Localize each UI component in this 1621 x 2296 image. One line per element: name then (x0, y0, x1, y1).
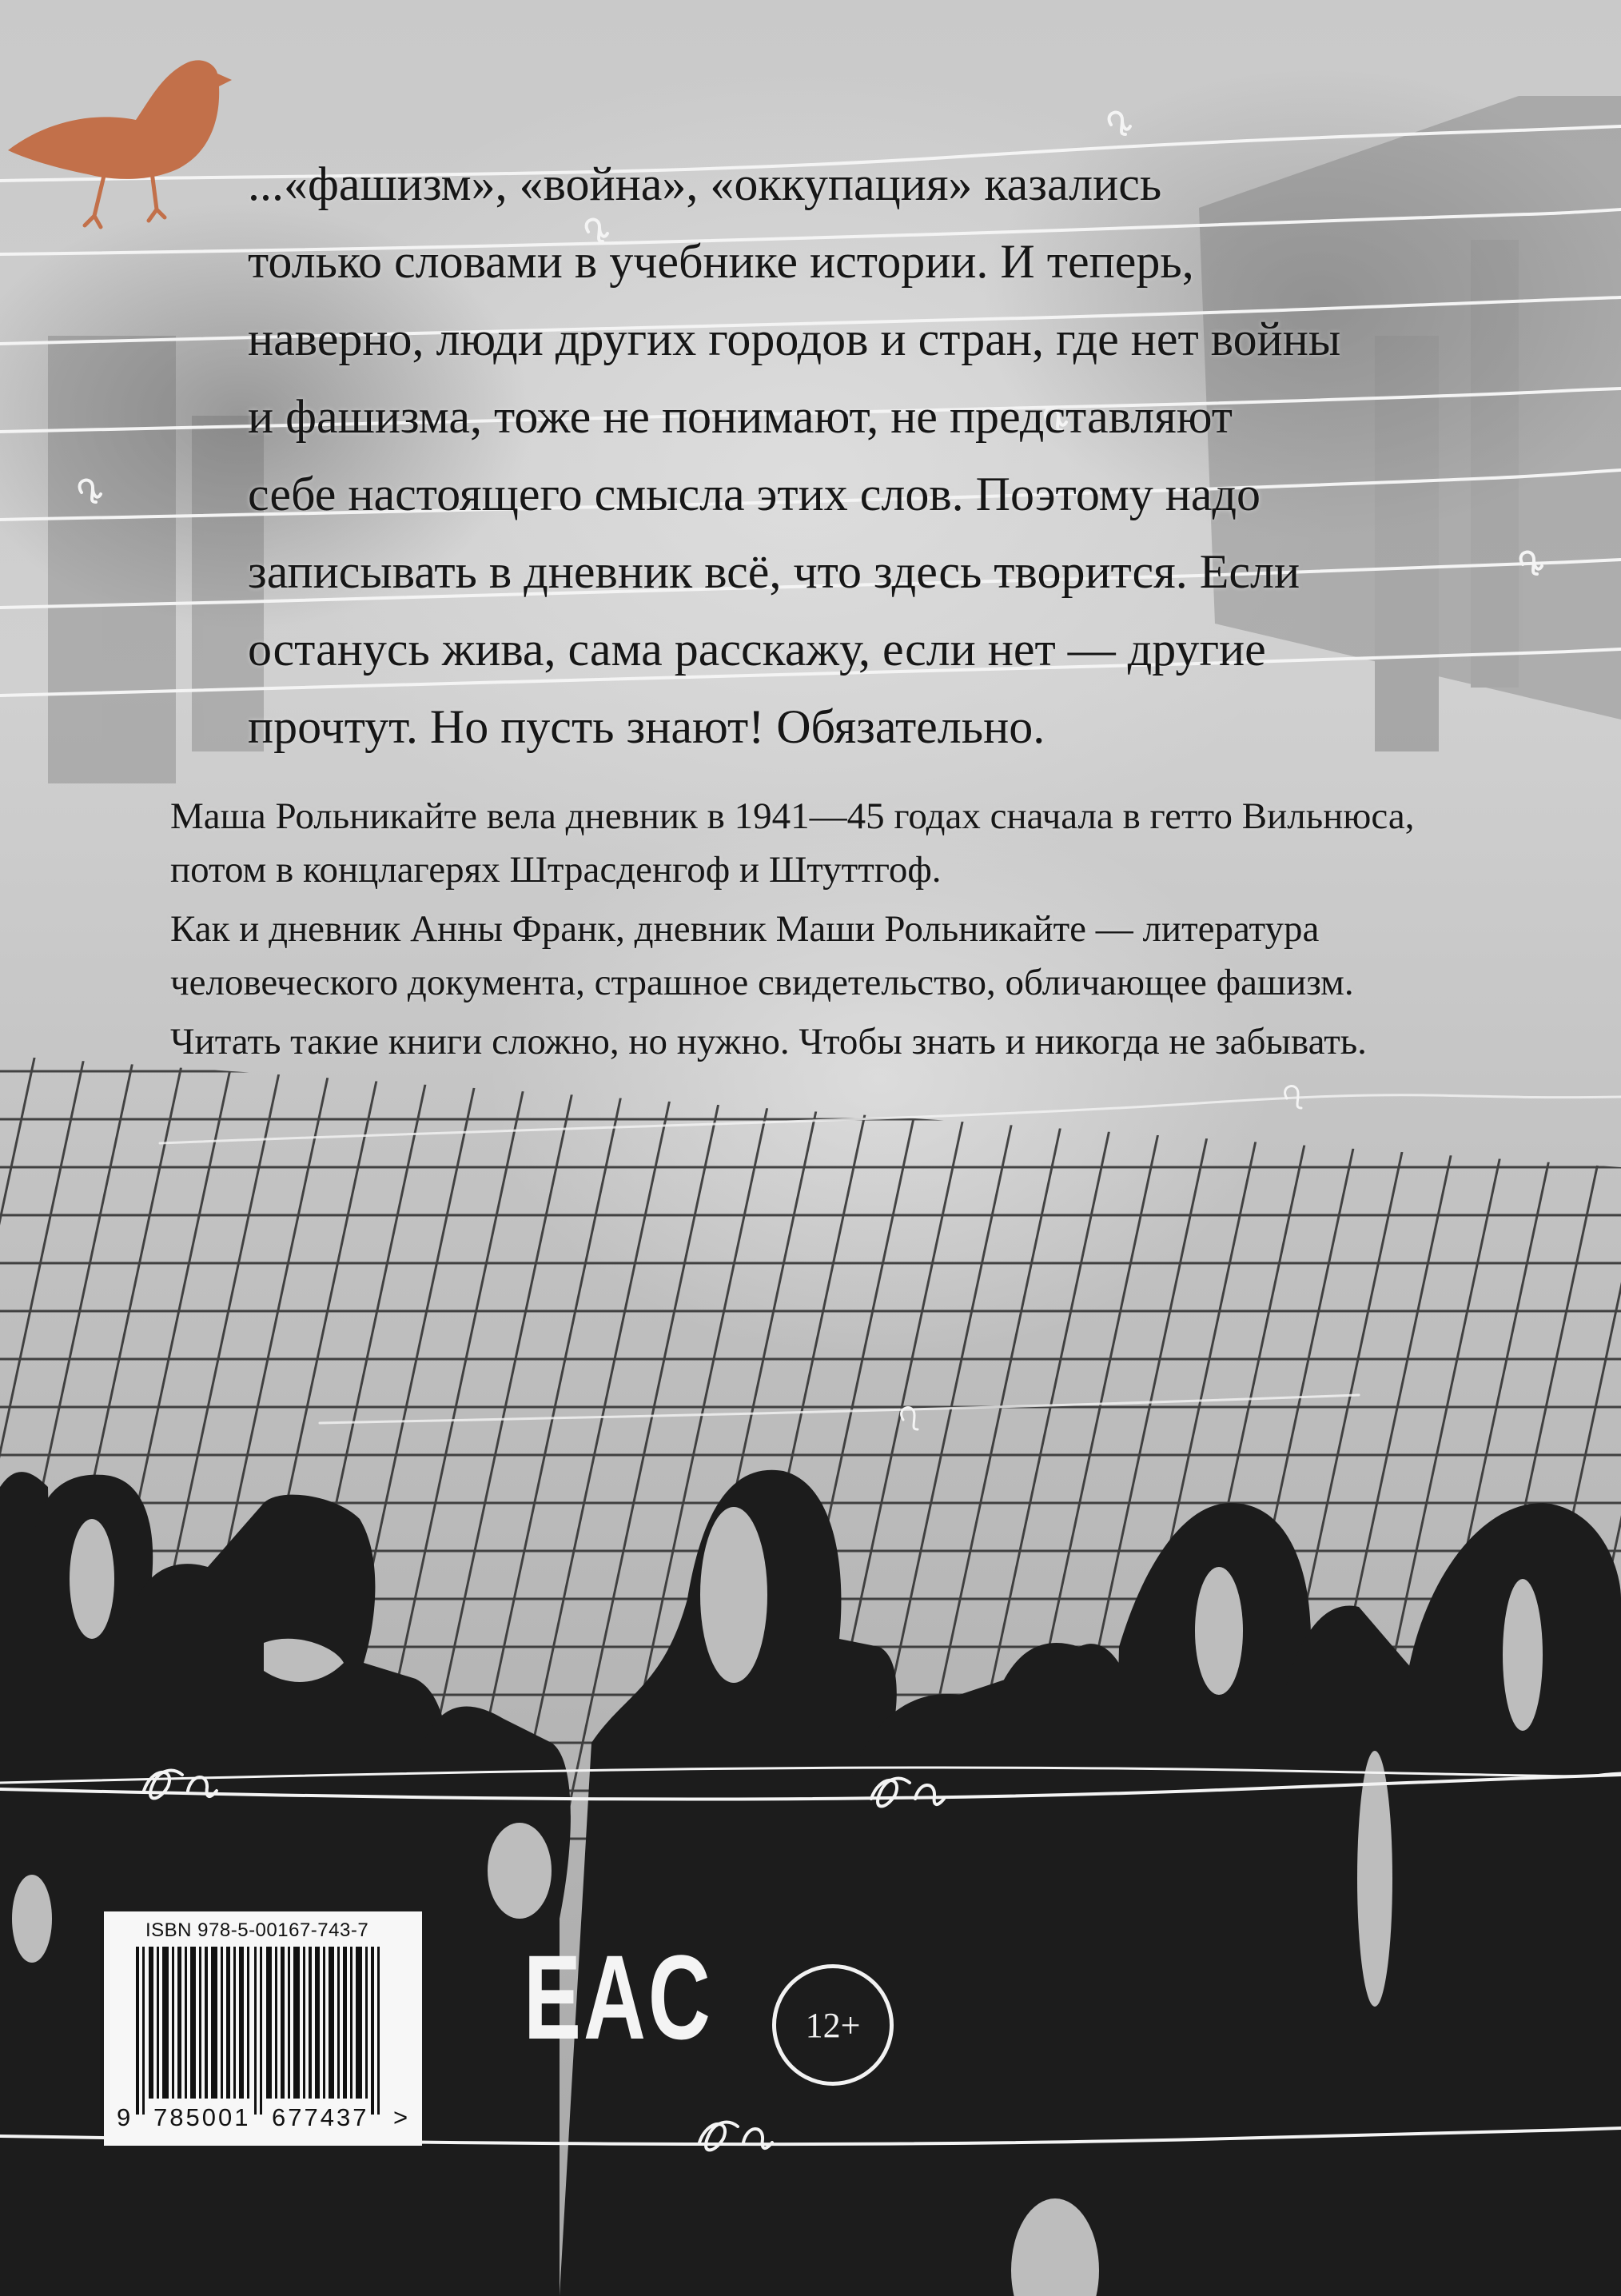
quote-line: только словами в учебнике истории. И теперь, (248, 235, 1194, 288)
diary-quote (248, 145, 1499, 766)
quote-line: останусь жива, сама расскажу, если нет — другие (248, 623, 1266, 676)
eac-certification-mark: EAC (524, 1930, 713, 2064)
quote-line: наверно, люди других городов и стран, где нет войны (248, 313, 1341, 365)
quote-line: и фашизма, тоже не понимают, не представляют (248, 390, 1233, 443)
description-paragraph-2: Как и дневник Анны Франк, дневник Маши Рольникайте — литература человеческого документа, страшное свидетельство, обличающее фашизм. (170, 908, 1354, 1003)
description-paragraph-1: Маша Рольникайте вела дневник в 1941—45 годах сначала в гетто Вильнюса, потом в концлагерях Штрасденгоф и Штуттгоф. (170, 795, 1415, 891)
age-rating-badge (772, 1964, 894, 2086)
barcode-digit-group-2: 677437 (272, 2103, 369, 2131)
quote-line: записывать в дневник всё, что здесь творится. Если (248, 545, 1300, 598)
barcode-digits (104, 2103, 422, 2135)
quote-line: ...«фашизм», «война», «оккупация» казались (248, 157, 1162, 210)
barcode-arrow: > (393, 2103, 408, 2131)
isbn-barcode-block (104, 1911, 422, 2146)
quote-line: себе настоящего смысла этих слов. Поэтому надо (248, 468, 1261, 520)
book-description (170, 790, 1501, 1074)
description-paragraph-3: Читать такие книги сложно, но нужно. Чтобы знать и никогда не забывать. (170, 1021, 1367, 1062)
quote-line: прочтут. Но пусть знают! Обязательно. (248, 700, 1045, 753)
isbn-label: ISBN 978-5-00167-743-7 (145, 1919, 369, 1941)
age-rating-text: 12+ (805, 2005, 861, 2045)
barcode-digit-group-1: 785001 (153, 2103, 251, 2131)
bird-illustration (8, 60, 232, 227)
barcode-digit-first: 9 (117, 2103, 131, 2131)
